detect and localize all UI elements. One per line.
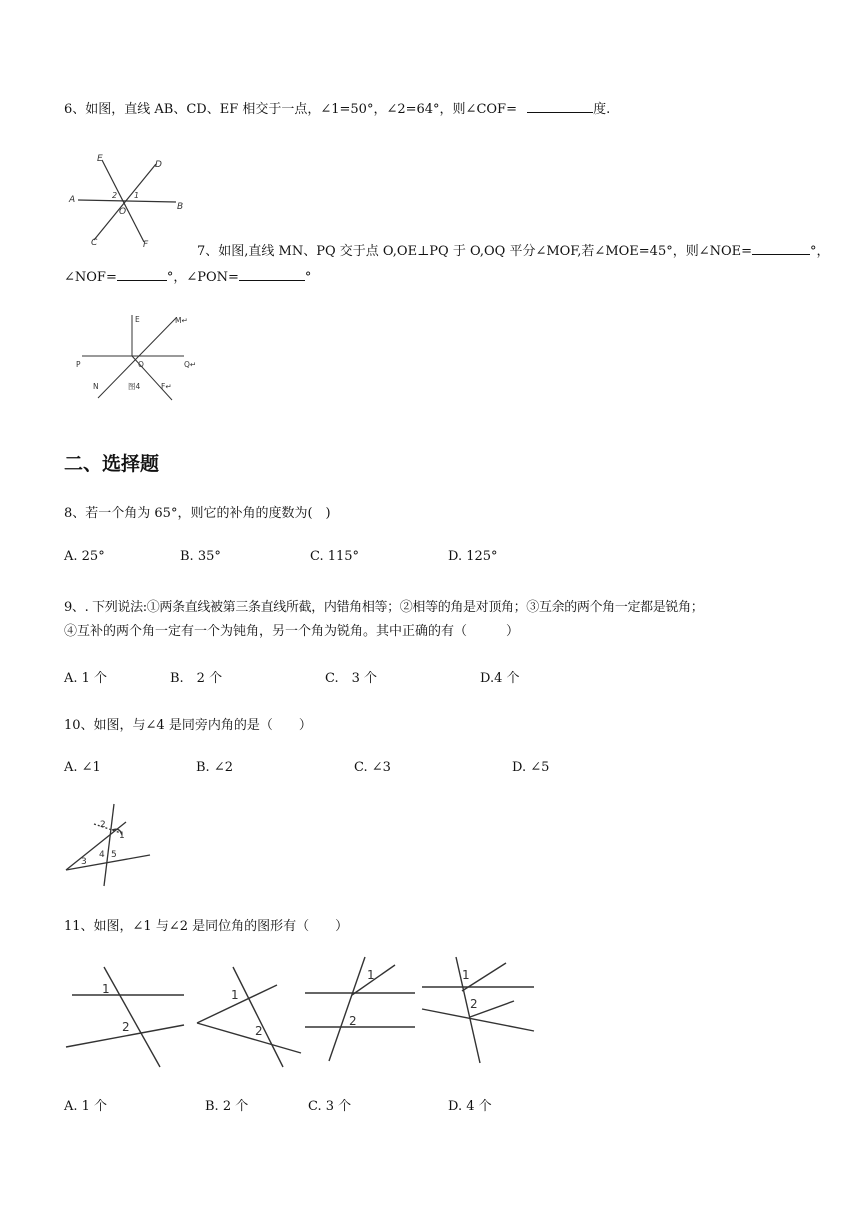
q11-figure-1 xyxy=(64,963,190,1069)
label-4: 4 xyxy=(99,850,105,860)
label-o: O xyxy=(119,207,127,217)
q11-option-b[interactable]: B. 2 个 xyxy=(205,1099,249,1114)
q6-figure xyxy=(64,150,194,250)
q9-line1: 9、. 下列说法:①两条直线被第三条直线所截，内错角相等；②相等的角是对顶角；③互余的两个角一定都是锐角； xyxy=(64,600,704,615)
q7-line2 xyxy=(64,266,311,285)
q8-stem: 8、若一个角为 65°，则它的补角的度数为( ) xyxy=(64,506,331,521)
label-2: 2 xyxy=(122,1020,130,1034)
label-q: Q↵ xyxy=(184,360,197,369)
q10-option-a[interactable]: A. ∠1 xyxy=(64,760,101,775)
figure-caption: 图4 xyxy=(128,382,141,391)
label-1: 1 xyxy=(119,831,125,841)
label-n: N xyxy=(93,382,99,391)
q9-option-a[interactable]: A. 1 个 xyxy=(64,671,108,686)
label-m: M↵ xyxy=(175,316,188,325)
label-1: 1 xyxy=(462,968,470,982)
q11-stem: 11、如图，∠1 与∠2 是同位角的图形有（ ） xyxy=(64,919,349,934)
q9-option-c[interactable]: C. 3 个 xyxy=(325,671,378,686)
q7-line1 xyxy=(197,240,830,259)
q8-option-a[interactable]: A. 25° xyxy=(64,549,105,564)
label-angle-1: 1 xyxy=(134,191,140,200)
q11-option-c[interactable]: C. 3 个 xyxy=(308,1099,352,1114)
label-5: 5 xyxy=(111,850,117,860)
q9-line2: ④互补的两个角一定有一个为钝角，另一个角为锐角。其中正确的有（ ） xyxy=(64,624,520,639)
q8-option-c[interactable]: C. 115° xyxy=(310,549,360,564)
label-1: 1 xyxy=(102,982,110,996)
q7-blank-pon[interactable] xyxy=(239,268,305,281)
q7-degree-3: ° xyxy=(304,270,312,285)
q10-figure xyxy=(64,800,154,886)
section-2-title: 二、选择题 xyxy=(64,453,160,475)
label-f: F xyxy=(143,240,149,250)
label-3: 3 xyxy=(81,857,87,867)
q11-figure-2 xyxy=(195,965,305,1071)
q6-answer-blank[interactable] xyxy=(527,100,593,113)
q7-figure xyxy=(72,310,202,405)
q10-option-c[interactable]: C. ∠3 xyxy=(354,760,391,775)
label-a: A xyxy=(69,195,76,205)
q7-nof-label: ∠NOF= xyxy=(64,270,117,285)
label-2: 2 xyxy=(349,1014,357,1028)
label-2: 2 xyxy=(100,820,106,830)
q7-stem: 7、如图,直线 MN、PQ 交于点 O,OE⊥PQ 于 O,OQ 平分∠MOF,若∠MOE=45°，则∠NOE= xyxy=(197,244,753,259)
q8-option-d[interactable]: D. 125° xyxy=(448,549,498,564)
label-1: 1 xyxy=(231,988,239,1002)
label-e: E xyxy=(97,154,103,164)
q11-figure-3 xyxy=(303,955,419,1065)
q9-option-d[interactable]: D.4 个 xyxy=(480,671,520,686)
q10-stem: 10、如图，与∠4 是同旁内角的是（ ） xyxy=(64,718,312,733)
q11-option-a[interactable]: A. 1 个 xyxy=(64,1099,108,1114)
label-2: 2 xyxy=(255,1024,263,1038)
q11-option-d[interactable]: D. 4 个 xyxy=(448,1099,492,1114)
label-b: B xyxy=(177,202,184,212)
q11-figure-4 xyxy=(420,955,538,1065)
q10-option-d[interactable]: D. ∠5 xyxy=(512,760,550,775)
q7-blank-nof[interactable] xyxy=(117,268,167,281)
label-p: P xyxy=(76,360,81,369)
q6-unit: 度. xyxy=(593,102,611,117)
line-transversal xyxy=(104,804,114,886)
label-c: C xyxy=(91,238,98,248)
q9-option-b[interactable]: B. 2 个 xyxy=(170,671,223,686)
label-e: E xyxy=(135,315,140,324)
q10-option-b[interactable]: B. ∠2 xyxy=(196,760,233,775)
q7-pon-label: °，∠PON= xyxy=(166,270,239,285)
q6-text xyxy=(64,98,610,117)
q8-option-b[interactable]: B. 35° xyxy=(180,549,221,564)
q7-degree-1: °， xyxy=(810,244,830,259)
label-2: 2 xyxy=(470,997,478,1011)
label-o: O xyxy=(138,360,144,369)
label-angle-2: 2 xyxy=(112,191,118,200)
label-d: D xyxy=(155,160,162,170)
q6-stem: 6、如图，直线 AB、CD、EF 相交于一点，∠1=50°，∠2=64°，则∠COF= xyxy=(64,102,517,117)
label-1: 1 xyxy=(367,968,375,982)
q7-blank-noe[interactable] xyxy=(752,242,810,255)
label-f: F↵ xyxy=(161,382,172,391)
